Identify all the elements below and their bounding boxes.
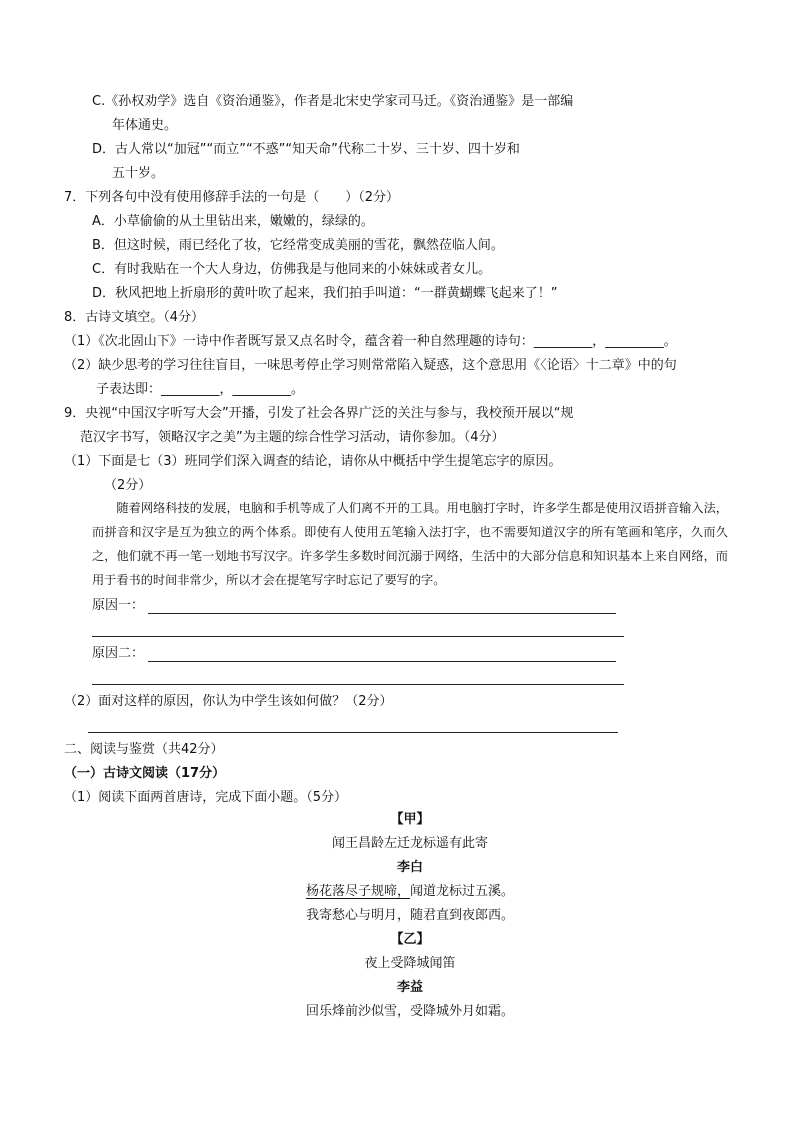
poem-a-line1-rest: 闻道龙标过五溪。: [410, 884, 515, 899]
poem-a-line1-underlined: 杨花落尽子规啼，: [305, 884, 410, 899]
q6-option-c-line2: 年体通史。: [112, 118, 178, 133]
q6-option-c-line1: C.《孙权劝学》选自《资治通鉴》，作者是北宋史学家司马迁。《资治通鉴》是一部编: [92, 94, 574, 109]
q9-sub2: （2）面对这样的原因，你认为中学生该如何做？（2分）: [64, 694, 393, 709]
poem-a-line2: 我寄愁心与明月，随君直到夜郎西。: [305, 908, 514, 923]
q8-part1: （1）《次北固山下》一诗中作者既写景又点名时令，蕴含着一种自然理趣的诗句：_________，_________。: [64, 334, 677, 349]
reason2-label: 原因二：: [92, 646, 145, 661]
q6-option-d-line2: 五十岁。: [112, 166, 165, 181]
q8-part2-line1: （2）缺少思考的学习往往盲目，一味思考停止学习则常常陷入疑惑，这个意思用《〈论语〉十二章》中的句: [64, 358, 677, 373]
reason1-label: 原因一：: [92, 598, 145, 613]
q9-passage: 随着网络科技的发展，电脑和手机等成了人们离不开的工具。用电脑打字时，许多学生都是使用汉语拼音输入法，而拼音和汉字是互为独立的两个体系。即使有人使用五笔输入法打字，也不需要知道汉字的所有笔画和笔序，久而久之，他们就不再一笔一划地书写汉字。许多学生多数时间沉溺于网络，生活中的大部分信息和知识基本上来自网络，而用于看书的时间非常少，所以才会在提笔写字时忘记了要写的字。: [92, 501, 728, 587]
reason2-answer-line[interactable]: [148, 661, 616, 662]
q7-stem: 7．下列各句中没有使用修辞手法的一句是（ ）（2分）: [64, 190, 400, 205]
section2-q1: （1）阅读下面两首唐诗，完成下面小题。（5分）: [64, 790, 348, 805]
q8-stem: 8．古诗文填空。（4分）: [64, 310, 205, 325]
poem-a-line1: [200, 882, 620, 902]
poem-a-author: 李白: [396, 860, 423, 875]
reason1-answer-line2[interactable]: [92, 636, 624, 637]
q9-stem-line1: 9．央视“中国汉字听写大会”开播，引发了社会各界广泛的关注与参与，我校预开展以“规: [64, 406, 574, 421]
q9-sub2-answer-line[interactable]: [88, 732, 618, 733]
q7-option-c: C．有时我贴在一个大人身边，仿佛我是与他同来的小妹妹或者女儿。: [92, 262, 492, 277]
poem-a-title: 闻王昌龄左迁龙标遥有此寄: [331, 836, 488, 851]
poem-a-tag: 【甲】: [390, 812, 430, 827]
q8-part2-line2: 子表达即：_________，_________。: [96, 382, 305, 397]
q7-option-b: B．但这时候，雨已经化了妆，它经常变成美丽的雪花，飘然莅临人间。: [92, 238, 504, 253]
poem-b-tag: 【乙】: [390, 932, 430, 947]
section2-sub1: （一）古诗文阅读（17分）: [64, 766, 226, 781]
poem-b-author: 李益: [396, 980, 423, 995]
q7-option-d: D．秋风把地上折扇形的黄叶吹了起来，我们拍手叫道：“一群黄蝴蝶飞起来了！”: [92, 286, 558, 301]
poem-b-line1: 回乐烽前沙似雪，受降城外月如霜。: [305, 1004, 514, 1019]
q6-option-d-line1: D．古人常以“加冠”“而立”“不惑”“知天命”代称二十岁、三十岁、四十岁和: [92, 142, 520, 157]
section2-title: 二、阅读与鉴赏（共42分）: [64, 742, 224, 757]
q9-sub1-line2: （2分）: [104, 478, 152, 493]
reason1-answer-line[interactable]: [148, 613, 616, 614]
q7-option-a: A．小草偷偷的从土里钻出来，嫩嫩的，绿绿的。: [92, 214, 374, 229]
q9-sub1-line1: （1）下面是七（3）班同学们深入调查的结论，请你从中概括中学生提笔忘字的原因。: [64, 454, 562, 469]
reason2-answer-line2[interactable]: [92, 684, 624, 685]
q9-stem-line2: 范汉字书写，领略汉字之美”为主题的综合性学习活动，请你参加。（4分）: [80, 430, 505, 445]
poem-b-title: 夜上受降城闻笛: [364, 956, 456, 971]
